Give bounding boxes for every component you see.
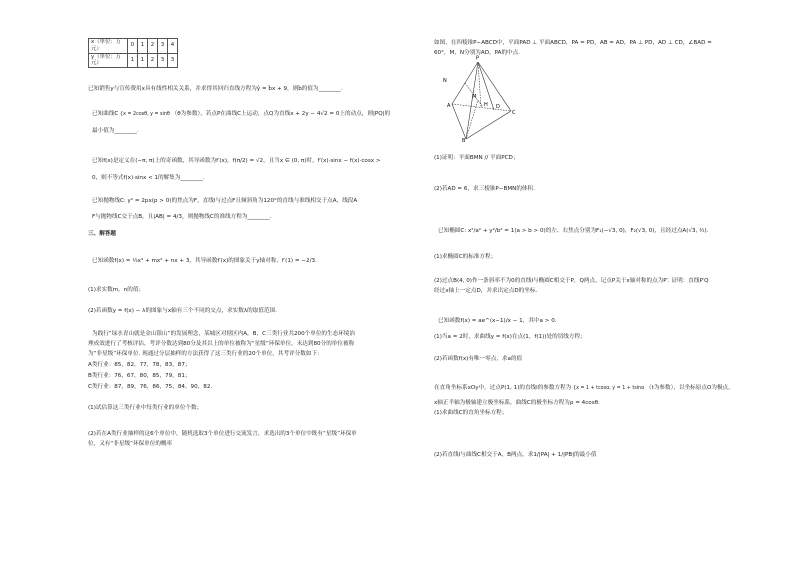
question-part: (2)若函数f(x)有唯一零点，求a的值 [434, 356, 523, 362]
question-part: (1)证明：平面BMN // 平面PCD； [434, 155, 519, 161]
question-text: 最小值为________. [92, 128, 139, 134]
pyramid-figure [438, 55, 518, 144]
score-list-c: C类行业：87，89，76，86，75，84，90，82. [88, 384, 213, 390]
question-ellipse-distance [92, 111, 390, 118]
table-cell: 3 [158, 53, 168, 68]
label-h: H [484, 102, 488, 108]
table-header-text: y（单位：万 [91, 53, 122, 60]
label-b: B [462, 138, 466, 144]
question-text: 经过x轴上一定点D，并求出定点D的坐标. [434, 288, 538, 294]
question-text: 在直角坐标系xOy中，过点P(1, 1)的直线l的参数方程为 [434, 385, 572, 391]
table-cell: 3 [168, 53, 178, 68]
question-text: 为“非星级”环保单位. 现通过分层抽样的方法获得了这三类行业的20个单位，其考评分数如下： [88, 351, 323, 357]
question-text: x轴正半轴为极轴建立极坐标系，曲线C的极坐标方程为ρ = 4cosθ. [434, 400, 600, 406]
question-function: 已知函数f(x) = ⅓x³ + mx² + nx + 3，其导函数f′(x)的图象关于y轴对称，f′(1) = −2/3. [92, 258, 317, 264]
table-header-unit: 元） [91, 60, 102, 67]
question-odd-function: 已知f(x)是定义在(−π, π)上的奇函数，其导函数为f′(x)，f(π/2) = √2，且当x ∈ (0, π)时，f′(x)·sinx − f(x)·cosx > [92, 158, 381, 164]
score-list-b: B类行业：76，67，80，85，79，81； [88, 373, 191, 379]
question-text: 位，又有“非星级”环保单位的概率 [88, 441, 173, 447]
label-m: M [472, 94, 477, 100]
table-cell: 1 [138, 53, 148, 68]
table-row [89, 53, 178, 68]
question-parabola: 已知抛物线C: y² = 2px(p > 0)的焦点为F，直线l与过点F且倾斜角为120°的直线与准线相交于点A，线段A [92, 198, 358, 204]
question-text: 已知曲线C [92, 111, 119, 117]
question-part: (1)当a = 2时，求曲线y = f(x)在点(1，f(1))处的切线方程； [434, 334, 586, 340]
table-cell: 1 [128, 53, 138, 68]
question-pyramid: 如图，在四棱锥P−ABCD中，平面PAD ⊥ 平面ABCD，PA = PD，AB = AD，PA ⊥ PD，AD ⊥ CD，∠BAD = [434, 40, 712, 46]
question-polar [434, 385, 734, 392]
label-p: P [476, 55, 480, 62]
question-regression: 已知销售y与宣传费用x具有线性相关关系，并求得其回归直线方程为ŷ = b̂x + 9，则b̂的值为________. [88, 86, 343, 92]
question-ellipse: 已知椭圆C: x²/a² + y²/b² = 1(a > b > 0)的左、右焦点分别为F₁(−√3, 0)，F₂(√3, 0)，且经过点A(√3, ½). [438, 228, 709, 234]
question-text: F与抛物线C交于点B，且|AB| = 4/3，则抛物线C的准线方程为________. [92, 214, 272, 220]
question-exponential: 已知函数f(x) = ae^(x−1)/x − 1，其中a > 0. [438, 318, 557, 324]
parametric-equation: {x = 1 + tcosα, y = 1 + tsinα [573, 386, 645, 391]
question-text: 60°，M，N分别为AD，PA的中点. [434, 50, 521, 56]
table-cell: 0 [128, 39, 138, 54]
table-header-cell [89, 39, 128, 54]
table-cell: 2 [148, 39, 158, 54]
label-c: C [512, 110, 516, 116]
section-heading: 三、解答题 [88, 231, 116, 237]
question-part: (2)若AD = 6，求三棱锥P−BMN的体积. [434, 186, 535, 192]
question-part: (1)求椭圆C的标准方程； [434, 254, 497, 260]
score-list-a: A类行业：85，82，77，78，83，87； [88, 362, 191, 368]
question-part: (1)试估算这三类行业中每类行业的单位个数； [88, 405, 203, 411]
question-text: 理成效进行了考核评估，考评分数达到80分及其以上的单位被称为“星级”环保单位，未达到80分的单位被称 [88, 341, 355, 347]
question-part: (2)若在A类行业抽样的这6个单位中，随机选取3个单位进行交流发言，求选出的3个单位中既有“星级”环保单 [88, 431, 357, 437]
xy-table [88, 38, 178, 68]
question-part: (2)过点B(4, 0)作一条斜率不为0的直线l与椭圆C相交于P，Q两点，记点P关于x轴对称的点为P′. 证明：直线P′Q [434, 278, 709, 284]
label-d: D [496, 104, 500, 110]
table-header-cell [89, 53, 128, 68]
question-statistics: 为践行“绿水青山就是金山银山”的发展理念，某城区对辖区内A，B，C三类行业共200个单位的生态环境治 [92, 331, 355, 337]
question-text: （t为参数），以坐标原点O为极点， [646, 385, 734, 391]
table-cell: 4 [168, 39, 178, 54]
table-row [89, 39, 178, 54]
label-a: A [447, 103, 451, 109]
table-header-text: x（单位：万 [91, 39, 122, 45]
question-text: （θ为参数），若点P在曲线C上运动，点Q为直线x + 2y − 4√2 = 0上的动点，则|PQ|的 [171, 111, 391, 117]
question-text: 0，则不等式f(x)·sinx < 1的解集为________. [92, 175, 205, 181]
table-cell: 3 [158, 39, 168, 54]
parametric-equation: {x = 2cosθ, y = sinθ [120, 112, 170, 117]
question-part: (2)若直线l与曲线C相交于A，B两点，求1/|PA| + 1/|PB|的最小值 [434, 452, 597, 458]
table-cell: 2 [148, 53, 158, 68]
table-header-unit: 元） [91, 45, 102, 52]
table-cell: 1 [138, 39, 148, 54]
question-part: (1)求曲线C的直角坐标方程； [434, 410, 508, 416]
question-part: (2)若函数y = f(x) − λ的图象与x轴有三个不同的交点，求实数λ的取值范围. [88, 308, 277, 314]
label-n: N [443, 78, 447, 84]
question-part: (1)求实数m，n的值； [88, 287, 145, 293]
